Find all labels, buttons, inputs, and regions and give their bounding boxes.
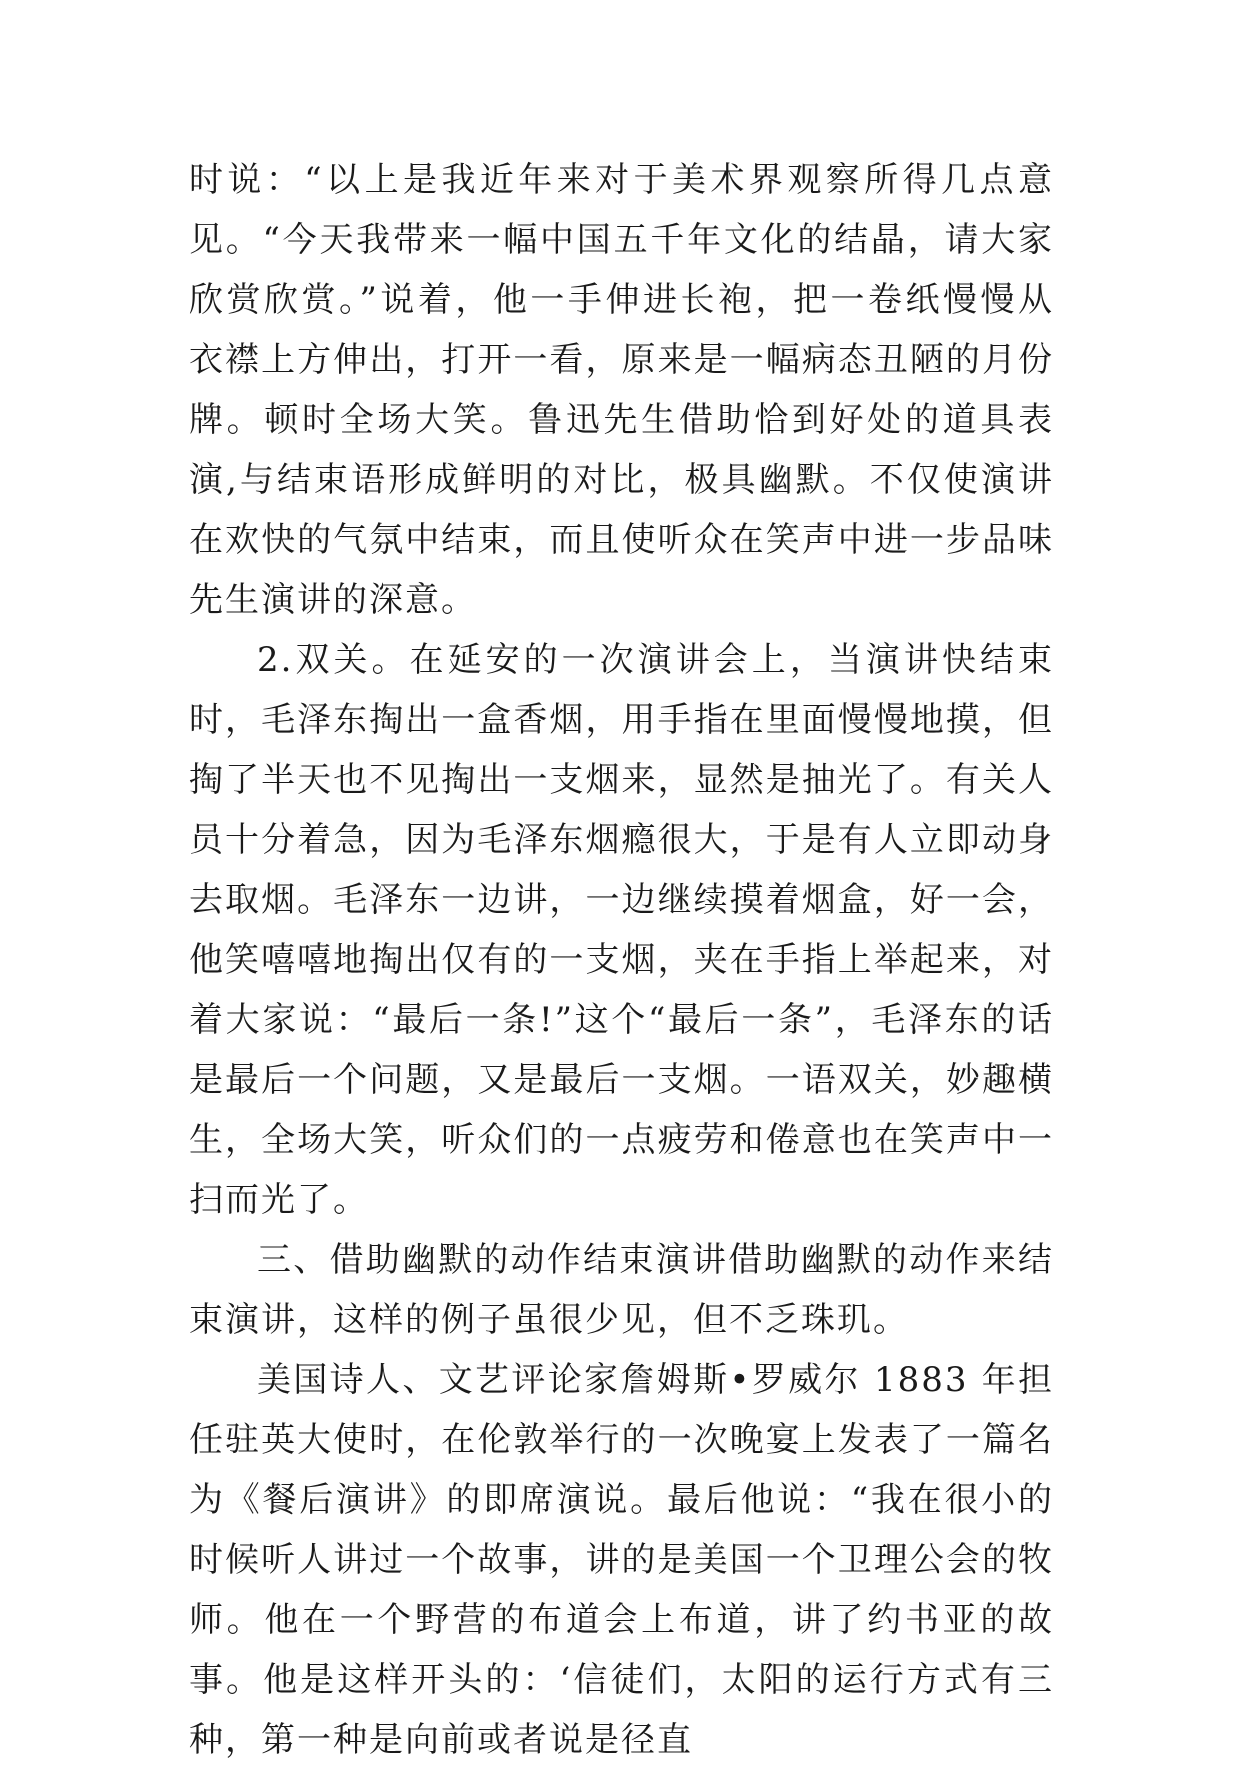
paragraph-section-heading: 三、借助幽默的动作结束演讲借助幽默的动作来结束演讲，这样的例子虽很少见，但不乏珠玑。 [189, 1240, 1054, 1340]
paragraph-continuation: 时说：“以上是我近年来对于美术界观察所得几点意见。“今天我带来一幅中国五千年文化的结晶，请大家欣赏欣赏。”说着，他一手伸进长袍，把一卷纸慢慢从衣襟上方伸出，打开一看，原来是一幅病态丑陋的月份牌。顿时全场大笑。鲁迅先生借助恰到好处的道具表演,与结束语形成鲜明的对比，极具幽默。不仅使演讲在欢快的气氛中结束，而且使听众在笑声中进一步品味先生演讲的深意。 [189, 160, 1054, 620]
paragraph-pun: 2.双关。在延安的一次演讲会上，当演讲快结束时，毛泽东掏出一盒香烟，用手指在里面慢慢地摸，但掏了半天也不见掏出一支烟来，显然是抽光了。有关人员十分着急，因为毛泽东烟瘾很大，于是有人立即动身去取烟。毛泽东一边讲，一边继续摸着烟盒，好一会，他笑嘻嘻地掏出仅有的一支烟，夹在手指上举起来，对着大家说：“最后一条!”这个“最后一条”，毛泽东的话是最后一个问题，又是最后一支烟。一语双关，妙趣横生，全场大笑，听众们的一点疲劳和倦意也在笑声中一扫而光了。 [189, 640, 1054, 1220]
body-text [189, 150, 1054, 1770]
paragraph-lowell-story: 美国诗人、文艺评论家詹姆斯•罗威尔 1883 年担任驻英大使时，在伦敦举行的一次晚宴上发表了一篇名为《餐后演讲》的即席演说。最后他说：“我在很小的时候听人讲过一个故事，讲的是美国一个卫理公会的牧师。他在一个野营的布道会上布道，讲了约书亚的故事。他是这样开头的：‘信徒们，太阳的运行方式有三种，第一种是向前或者说是径直 [189, 1360, 1054, 1760]
